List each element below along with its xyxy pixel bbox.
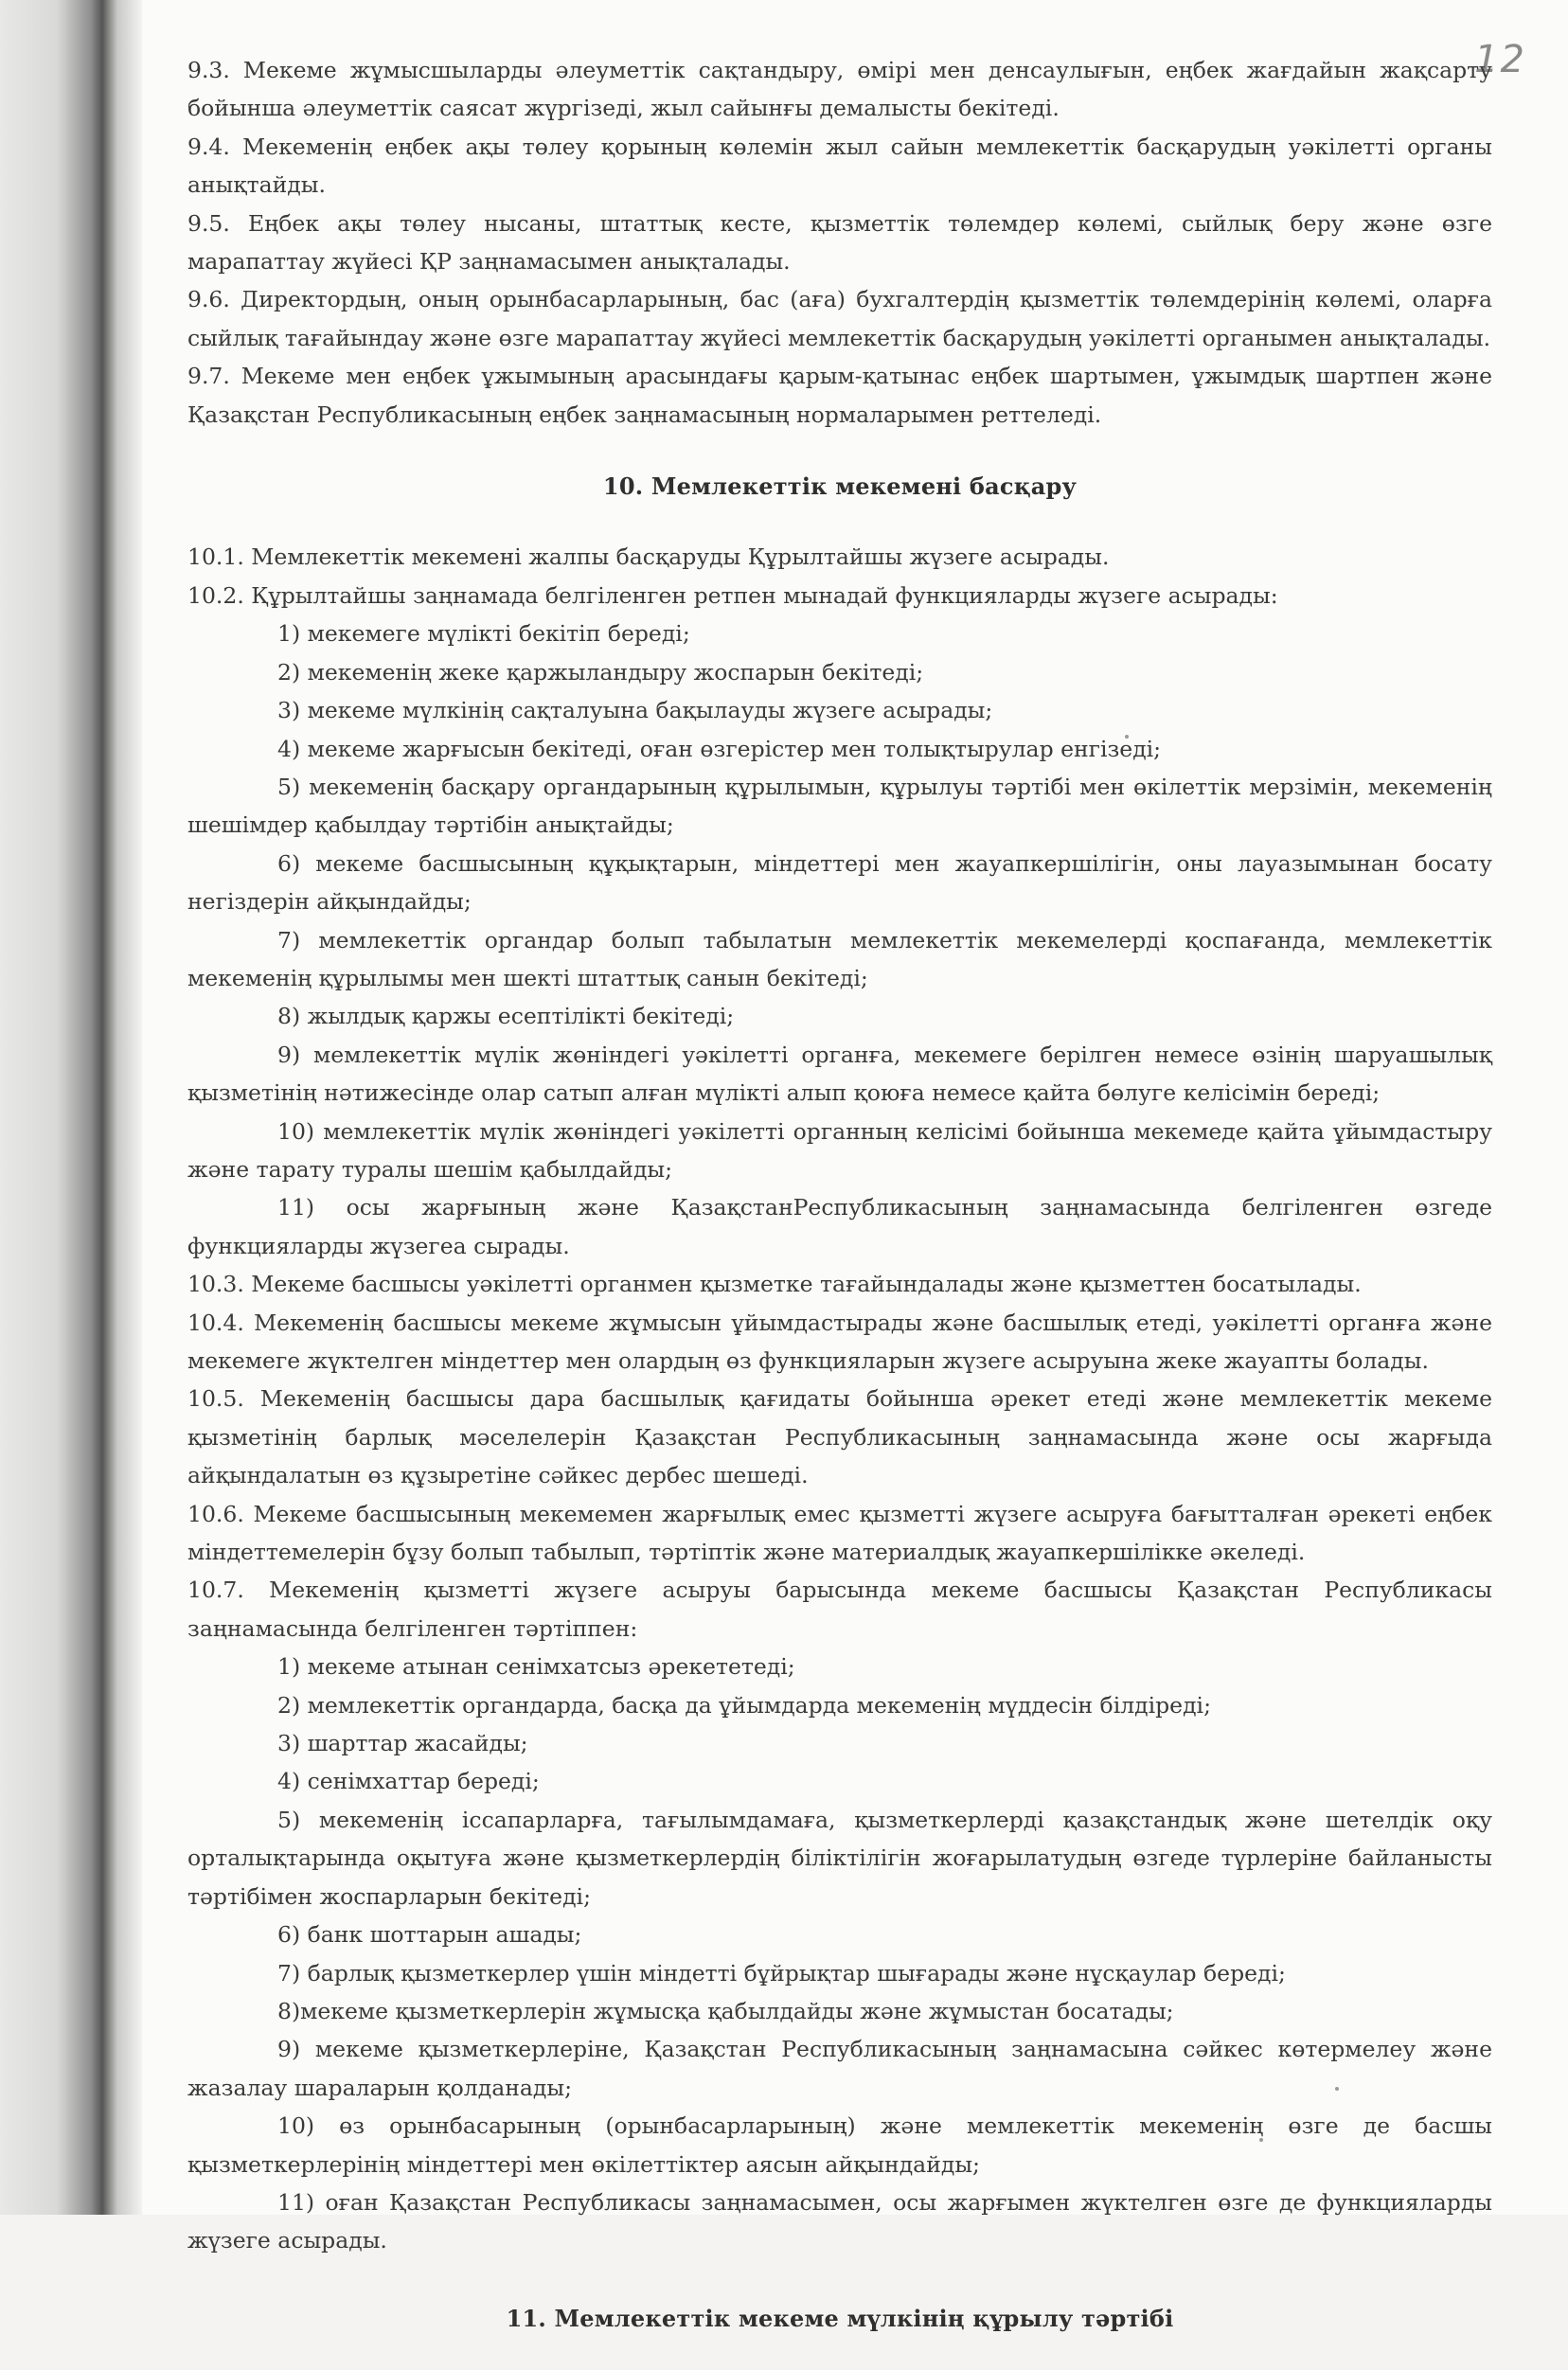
list-item: 10) мемлекеттік мүлік жөніндегі уәкілетті органның келісімі бойынша мекемеде қайта ұйымдастыру және тарату туралы шешім қабылдайды;: [187, 1117, 1492, 1183]
list-item: 4) мекеме жарғысын бекітеді, оған өзгерістер мен толықтырулар енгізеді;: [277, 735, 1162, 762]
list-item: 1) мекеме атынан сенімхатсыз әрекететеді;: [277, 1653, 795, 1681]
paragraph-10-3: 10.3. Мекеме басшысы уәкілетті органмен қызметке тағайындалады және қызметтен босатылады.: [187, 1271, 1362, 1298]
list-item: 11) осы жарғының және ҚазақстанРеспубликасының заңнамасында белгіленген өзгеде функцияларды жүзегеа сырады.: [187, 1194, 1492, 1259]
section-10-title: 10. Мемлекеттік мекемені басқару: [602, 472, 1078, 501]
list-10-7: [187, 1648, 1492, 2260]
list-item: 2) мекеменің жеке қаржыландыру жоспарын бекітеді;: [277, 658, 924, 686]
list-item: 7) мемлекеттік органдар болып табылатын мемлекеттік мекемелерді қоспағанда, мемлекеттік мекеменің құрылымы мен шекті штаттық санын бекітеді;: [187, 926, 1492, 991]
list-item: 11) оған Қазақстан Республикасы заңнамасымен, осы жарғымен жүктелген өзге де функцияларды жүзеге асырады.: [187, 2188, 1492, 2254]
list-item: 9) мекеме қызметкерлеріне, Қазақстан Республикасының заңнамасына сәйкес көтермелеу және жазалау шараларын қолданады;: [187, 2036, 1492, 2101]
list-item: 10) өз орынбасарының (орынбасарларының) және мемлекеттік мекеменің өзге де басшы қызметкерлерінің міндеттері мен өкілеттіктер аясын айқындайды;: [187, 2112, 1492, 2178]
section-11-title: 11. Мемлекеттік мекеме мүлкінің құрылу тәртібі: [506, 2304, 1174, 2332]
document-body: [187, 51, 1492, 2370]
list-item: 5) мекеменің басқару органдарының құрылымын, құрылуы тәртібі мен өкілеттік мерзімін, мекеменің шешімдер қабылдау тәртібін анықтайды;: [187, 773, 1492, 839]
paragraph-10-2: 10.2. Құрылтайшы заңнамада белгіленген ретпен мынадай функцияларды жүзеге асырады:: [187, 581, 1278, 609]
list-item: 7) барлық қызметкерлер үшін міндетті бұйрықтар шығарады және нұсқаулар береді;: [277, 1959, 1286, 1987]
list-item: 4) сенімхаттар береді;: [277, 1768, 540, 1795]
list-item: 8) жылдық қаржы есептілікті бекітеді;: [277, 1003, 735, 1030]
paragraph-9-7: 9.7. Мекеме мен еңбек ұжымының арасындағы қарым-қатынас еңбек шартымен, ұжымдық шартпен және Қазақстан Республикасының еңбек заңнамасының нормаларымен реттеледі.: [187, 363, 1492, 428]
paragraph-10-1: 10.1. Мемлекеттік мекемені жалпы басқаруды Құрылтайшы жүзеге асырады.: [187, 543, 1110, 571]
paragraph-10-7: 10.7. Мекеменің қызметті жүзеге асыруы барысында мекеме басшысы Қазақстан Республикасы заңнамасында белгіленген тәртіппен:: [187, 1577, 1492, 1642]
list-item: 3) шарттар жасайды;: [277, 1730, 528, 1757]
paragraph-9-4: 9.4. Мекеменің еңбек ақы төлеу қорының көлемін жыл сайын мемлекеттік басқарудың уәкілетті органы анықтайды.: [187, 133, 1492, 199]
paragraph-10-4: 10.4. Мекеменің басшысы мекеме жұмысын ұйымдастырады және басшылық етеді, уәкілетті органға және мекемеге жүктелген міндеттер мен олардың өз функцияларын жүзеге асыруына жеке жауапты болады.: [187, 1309, 1492, 1374]
paragraph-10-5: 10.5. Мекеменің басшысы дара басшылық қағидаты бойынша әрекет етеді және мемлекеттік мекеме қызметінің барлық мәселелерін Қазақстан Республикасының заңнамасында және осы жарғыда айқындалатын өз құзыретіне сәйкес дербес шешеді.: [187, 1385, 1492, 1489]
list-item: 8)мекеме қызметкерлерін жұмысқа қабылдайды және жұмыстан босатады;: [277, 1997, 1174, 2024]
list-item: 2) мемлекеттік органдарда, басқа да ұйымдарда мекеменің мүддесін білдіреді;: [277, 1691, 1211, 1719]
list-item: 6) банк шоттарын ашады;: [277, 1921, 582, 1949]
list-item: 9) мемлекеттік мүлік жөніндегі уәкілетті органға, мекемеге берілген немесе өзінің шаруашылық қызметінің нәтижесінде олар сатып алған мүлікті алып қоюға немесе қайта бөлуге келісімін береді;: [187, 1041, 1492, 1107]
paragraph-9-5: 9.5. Еңбек ақы төлеу нысаны, штаттық кесте, қызметтік төлемдер көлемі, сыйлық беру және өзге марапаттау жүйесі ҚР заңнамасымен анықталады.: [187, 209, 1492, 276]
list-item: 6) мекеме басшысының құқықтарын, міндеттері мен жауапкершілігін, оны лауазымынан босату негіздерін айқындайды;: [187, 849, 1492, 916]
paragraph-9-3: 9.3. Мекеме жұмысшыларды әлеуметтік сақтандыру, өмірі мен денсаулығын, еңбек жағдайын жақсарту бойынша әлеуметтік саясат жүргізеді, жыл сайынғы демалысты бекітеді.: [187, 57, 1492, 122]
paragraph-10-6: 10.6. Мекеме басшысының мекемемен жарғылық емес қызметті жүзеге асыруға бағытталған әрекеті еңбек міндеттемелерін бұзу болып табылып, тәртіптік және материалдық жауапкершілікке әкеледі.: [187, 1500, 1492, 1566]
list-item: 3) мекеме мүлкінің сақталуына бақылауды жүзеге асырады;: [277, 697, 993, 724]
page-number-handwritten: 12: [1474, 38, 1526, 81]
list-10-2: [187, 615, 1492, 1265]
binding-shadow: [0, 0, 142, 2215]
list-item: 1) мекемеге мүлікті бекітіп береді;: [277, 620, 690, 648]
paragraph-9-6: 9.6. Директордың, оның орынбасарларының, бас (аға) бухгалтердің қызметтік төлемдерінің көлемі, оларға сыйлық тағайындау және өзге марапаттау жүйесі мемлекеттік басқарудың уәкілетті органымен анықталады.: [187, 286, 1492, 351]
list-item: 5) мекеменің іссапарларға, тағылымдамаға, қызметкерлерді қазақстандық және шетелдік оқу орталықтарында оқытуға және қызметкерлердің біліктілігін жоғарылатудың өзгеде түрлеріне байланысты тәртібімен жоспарларын бекітеді;: [187, 1806, 1492, 1910]
